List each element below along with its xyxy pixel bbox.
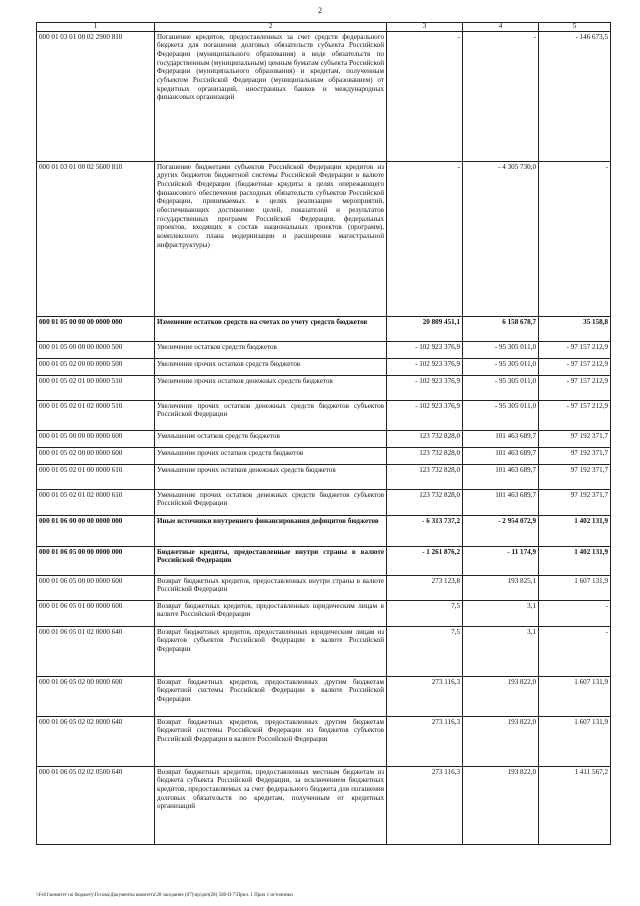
- amount-col3: 20 809 451,1: [387, 316, 463, 341]
- amount-col5: 1 402 131,9: [539, 546, 611, 575]
- source-name: Возврат бюджетных кредитов, предоставленных внутри страны в валюте Российской Федерации: [155, 575, 387, 600]
- budget-classification-code: 000 01 06 05 02 02 0000 640: [37, 716, 155, 766]
- amount-col4: 6 158 678,7: [463, 316, 539, 341]
- amount-col5: - 146 673,5: [539, 31, 611, 161]
- amount-col3: 123 732 828,0: [387, 464, 463, 489]
- source-name: Возврат бюджетных кредитов, предоставленных другим бюджетам бюджетной системы Российской Федерации в валюте Российской Федерации: [155, 676, 387, 716]
- column-number: 4: [463, 23, 539, 32]
- column-number: 2: [155, 23, 387, 32]
- amount-col3: - 102 923 376,9: [387, 375, 463, 400]
- table-row: [37, 716, 611, 766]
- table-row: [37, 430, 611, 447]
- table-row: [37, 515, 611, 546]
- budget-classification-code: 000 01 05 02 01 02 0000 510: [37, 400, 155, 430]
- budget-sources-table: [36, 22, 611, 845]
- amount-col4: -: [463, 31, 539, 161]
- amount-col5: 97 192 371,7: [539, 489, 611, 515]
- budget-classification-code: 000 01 06 05 00 00 0000 000: [37, 546, 155, 575]
- budget-classification-code: 000 01 03 01 00 02 5600 810: [37, 161, 155, 316]
- table-row: [37, 489, 611, 515]
- source-name: Возврат бюджетных кредитов, предоставленных юридическим лицам в валюте Российской Федерации: [155, 600, 387, 626]
- amount-col5: 97 192 371,7: [539, 430, 611, 447]
- table-row: [37, 600, 611, 626]
- table-row: [37, 341, 611, 358]
- amount-col4: 3,1: [463, 626, 539, 676]
- amount-col4: 3,1: [463, 600, 539, 626]
- amount-col5: - 97 157 212,9: [539, 400, 611, 430]
- table-row: [37, 546, 611, 575]
- source-name: Бюджетные кредиты, предоставленные внутри страны в валюте Российской Федерации: [155, 546, 387, 575]
- source-name: Изменение остатков средств на счетах по учету средств бюджетов: [155, 316, 387, 341]
- amount-col4: - 95 305 011,0: [463, 400, 539, 430]
- column-number: 3: [387, 23, 463, 32]
- amount-col4: - 95 305 011,0: [463, 358, 539, 375]
- table-row: [37, 626, 611, 676]
- source-name: Увеличение остатков средств бюджетов: [155, 341, 387, 358]
- amount-col3: 123 732 828,0: [387, 430, 463, 447]
- table-row: [37, 400, 611, 430]
- page-number: 2: [318, 6, 322, 15]
- amount-col3: - 102 923 376,9: [387, 358, 463, 375]
- budget-classification-code: 000 01 05 02 01 02 0000 610: [37, 489, 155, 515]
- amount-col3: -: [387, 31, 463, 161]
- budget-classification-code: 000 01 05 02 01 00 0000 510: [37, 375, 155, 400]
- amount-col4: - 2 954 072,9: [463, 515, 539, 546]
- source-name: Увеличение прочих остатков денежных средств бюджетов: [155, 375, 387, 400]
- budget-classification-code: 000 01 05 02 01 00 0000 610: [37, 464, 155, 489]
- budget-classification-code: 000 01 06 05 01 02 0000 640: [37, 626, 155, 676]
- amount-col4: 101 463 689,7: [463, 464, 539, 489]
- budget-classification-code: 000 01 06 00 00 00 0000 000: [37, 515, 155, 546]
- amount-col4: 193 825,1: [463, 575, 539, 600]
- amount-col4: 193 822,0: [463, 716, 539, 766]
- amount-col4: - 95 305 011,0: [463, 341, 539, 358]
- source-name: Уменьшение остатков средств бюджетов: [155, 430, 387, 447]
- source-name: Погашение бюджетами субъектов Российской Федерации кредитов из других бюджетов бюджетной системы Российской Федерации в валюте Российской Федерации (бюджетные кредиты в целях опережающего финансового обеспечения расходных обязательств субъектов Российской Федерации, принимаемых в целях реализации мероприятий, обеспечивающих достижение целей, показателей и результатов государственных программ Российской Федерации, федеральных проектов, входящих в состав национальных проектов (программ), комплексного плана модернизации и расширения магистральной инфраструктуры): [155, 161, 387, 316]
- table-row: [37, 31, 611, 161]
- amount-col5: 35 158,8: [539, 316, 611, 341]
- amount-col3: 273 116,3: [387, 716, 463, 766]
- table-row: [37, 161, 611, 316]
- amount-col5: 1 607 131,9: [539, 575, 611, 600]
- amount-col4: 101 463 689,7: [463, 489, 539, 515]
- amount-col3: 273 116,3: [387, 766, 463, 844]
- budget-classification-code: 000 01 05 00 00 00 0000 600: [37, 430, 155, 447]
- table-row: [37, 464, 611, 489]
- budget-classification-code: 000 01 05 02 00 00 0000 600: [37, 447, 155, 464]
- amount-col3: 123 732 828,0: [387, 489, 463, 515]
- budget-classification-code: 000 01 06 05 02 02 0500 640: [37, 766, 155, 844]
- amount-col3: - 102 923 376,9: [387, 400, 463, 430]
- source-name: Возврат бюджетных кредитов, предоставленных другим бюджетам бюджетной системы Российской Федерации из бюджетов субъектов Российской Федерации в валюте Российской Федерации: [155, 716, 387, 766]
- amount-col5: 1 411 567,2: [539, 766, 611, 844]
- amount-col3: - 1 261 876,2: [387, 546, 463, 575]
- budget-classification-code: 000 01 06 05 01 00 0000 600: [37, 600, 155, 626]
- amount-col3: 7,5: [387, 600, 463, 626]
- amount-col4: 193 822,0: [463, 766, 539, 844]
- source-name: Увеличение прочих остатков денежных средств бюджетов субъектов Российской Федерации: [155, 400, 387, 430]
- budget-classification-code: 000 01 05 00 00 00 0000 500: [37, 341, 155, 358]
- amount-col5: - 97 157 212,9: [539, 375, 611, 400]
- amount-col3: 273 116,3: [387, 676, 463, 716]
- amount-col5: - 97 157 212,9: [539, 341, 611, 358]
- amount-col3: - 6 313 737,2: [387, 515, 463, 546]
- amount-col5: -: [539, 161, 611, 316]
- source-name: Погашение кредитов, предоставленных за счет средств федерального бюджета для погашения долговых обязательств субъекта Российской Федерации (муниципального образования) в виде обязательств по государственным (муниципальным) ценным бумагам субъекта Российской Федерации (муниципального образования) и кредитам, полученным субъектом Российской Федерации (муниципальным образованием) от кредитных организаций, иностранных банков и международных финансовых организаций: [155, 31, 387, 161]
- amount-col5: 1 607 131,9: [539, 676, 611, 716]
- source-name: Иные источники внутреннего финансирования дефицитов бюджетов: [155, 515, 387, 546]
- amount-col3: -: [387, 161, 463, 316]
- amount-col5: 97 192 371,7: [539, 464, 611, 489]
- amount-col5: 1 402 131,9: [539, 515, 611, 546]
- amount-col3: 273 123,8: [387, 575, 463, 600]
- table-row: [37, 316, 611, 341]
- budget-classification-code: 000 01 05 00 00 00 0000 000: [37, 316, 155, 341]
- amount-col3: - 102 923 376,9: [387, 341, 463, 358]
- budget-classification-code: 000 01 05 02 00 00 0000 500: [37, 358, 155, 375]
- source-name: Уменьшение прочих остатков денежных средств бюджетов: [155, 464, 387, 489]
- file-path-footer: \\Fs01\комитет по бюджету\Гесова\Документы комитета\28 заседание (07)\пр\доп(28) 508-II-7\Прил. 1 Прил 1 источники: [36, 893, 293, 898]
- source-name: Уменьшение прочих остатков средств бюджетов: [155, 447, 387, 464]
- amount-col5: -: [539, 626, 611, 676]
- amount-col3: 123 732 828,0: [387, 447, 463, 464]
- table-row: [37, 676, 611, 716]
- budget-classification-code: 000 01 06 05 00 00 0000 600: [37, 575, 155, 600]
- amount-col5: - 97 157 212,9: [539, 358, 611, 375]
- amount-col3: 7,5: [387, 626, 463, 676]
- source-name: Увеличение прочих остатков средств бюджетов: [155, 358, 387, 375]
- table-row: [37, 575, 611, 600]
- column-number-row: [37, 23, 611, 32]
- table-row: [37, 766, 611, 844]
- amount-col4: - 11 174,9: [463, 546, 539, 575]
- column-number: 5: [539, 23, 611, 32]
- amount-col5: -: [539, 600, 611, 626]
- table-row: [37, 375, 611, 400]
- amount-col4: - 95 305 011,0: [463, 375, 539, 400]
- amount-col4: 193 822,0: [463, 676, 539, 716]
- amount-col5: 1 607 131,9: [539, 716, 611, 766]
- table-row: [37, 358, 611, 375]
- budget-classification-code: 000 01 03 01 00 02 2900 810: [37, 31, 155, 161]
- source-name: Возврат бюджетных кредитов, предоставленных юридическим лицам из бюджетов субъектов Российской Федерации в валюте Российской Федерации: [155, 626, 387, 676]
- table-row: [37, 447, 611, 464]
- amount-col5: 97 192 371,7: [539, 447, 611, 464]
- source-name: Возврат бюджетных кредитов, предоставленных местным бюджетам из бюджета субъекта Российской Федерации, за исключением бюджетных кредитов, предоставляемых за счет федерального бюджета для погашения долговых обязательств по кредитам, полученным от кредитных организаций: [155, 766, 387, 844]
- amount-col4: - 4 305 730,0: [463, 161, 539, 316]
- source-name: Уменьшение прочих остатков денежных средств бюджетов субъектов Российской Федерации: [155, 489, 387, 515]
- amount-col4: 101 463 689,7: [463, 430, 539, 447]
- amount-col4: 101 463 689,7: [463, 447, 539, 464]
- column-number: 1: [37, 23, 155, 32]
- budget-classification-code: 000 01 06 05 02 00 0000 600: [37, 676, 155, 716]
